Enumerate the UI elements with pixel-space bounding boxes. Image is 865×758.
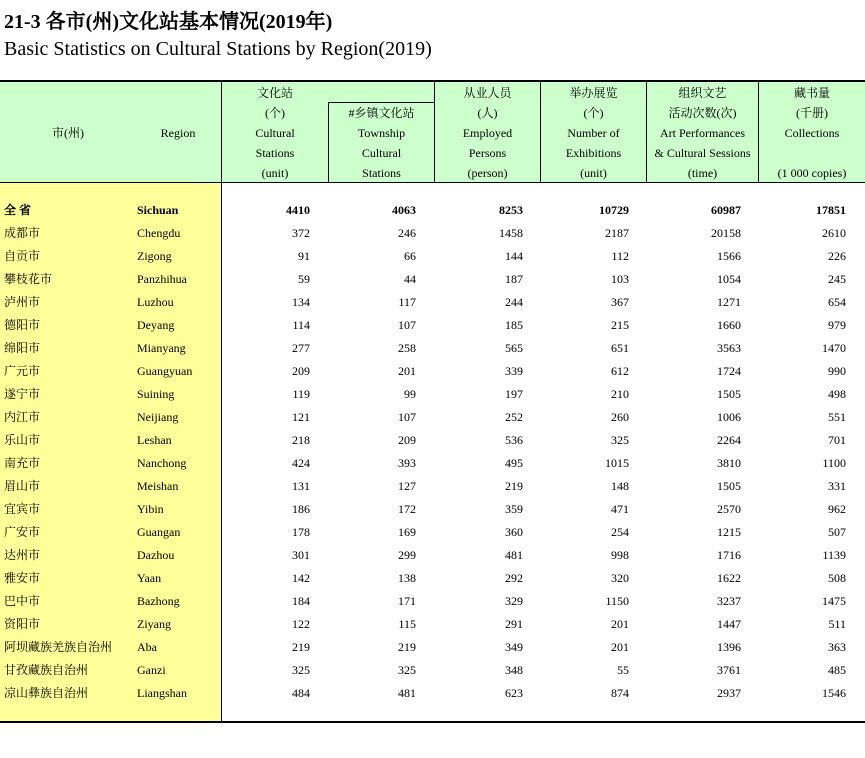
- table-cell-value: 260: [611, 410, 629, 424]
- table-row: [0, 613, 865, 636]
- region-name-en: Liangshan: [137, 686, 187, 700]
- table-cell-value: 1475: [822, 594, 846, 608]
- table-cell-value: 119: [292, 387, 310, 401]
- table-cell-value: 184: [292, 594, 310, 608]
- region-name-zh: 全 省: [4, 203, 32, 217]
- header-employed-persons: 从业人员 (人) Employed Persons (person): [462, 86, 513, 180]
- table-cell-value: 99: [404, 387, 416, 401]
- table-cell-value: 1716: [717, 548, 741, 562]
- table-row: [0, 682, 865, 705]
- table-top-rule: [0, 80, 865, 82]
- table-cell-value: 107: [398, 318, 416, 332]
- table-cell-value: 1660: [717, 318, 741, 332]
- header-region-en: Region: [160, 126, 196, 140]
- table-cell-value: 359: [505, 502, 523, 516]
- table-cell-value: 3563: [717, 341, 741, 355]
- table-cell-value: 258: [398, 341, 416, 355]
- table-cell-value: 329: [505, 594, 523, 608]
- table-cell-value: 979: [828, 318, 846, 332]
- table-cell-value: 1215: [717, 525, 741, 539]
- table-bottom-rule: [0, 721, 865, 723]
- table-cell-value: 1447: [717, 617, 741, 631]
- table-cell-value: 44: [404, 272, 416, 286]
- table-cell-value: 1470: [822, 341, 846, 355]
- table-cell-value: 3237: [717, 594, 741, 608]
- table-cell-value: 134: [292, 295, 310, 309]
- table-cell-value: 219: [398, 640, 416, 654]
- table-row: [0, 291, 865, 314]
- table-cell-value: 1006: [717, 410, 741, 424]
- table-cell-value: 349: [505, 640, 523, 654]
- table-cell-value: 471: [611, 502, 629, 516]
- table-cell-value: 215: [611, 318, 629, 332]
- region-name-zh: 泸州市: [4, 295, 41, 309]
- region-name-zh: 达州市: [4, 548, 41, 562]
- table-cell-value: 201: [611, 617, 629, 631]
- table-row: [0, 314, 865, 337]
- table-cell-value: 197: [505, 387, 523, 401]
- table-cell-value: 201: [611, 640, 629, 654]
- table-cell-value: 1150: [605, 594, 629, 608]
- table-cell-value: 325: [611, 433, 629, 447]
- table-cell-value: 4063: [392, 203, 416, 217]
- table-cell-value: 1724: [717, 364, 741, 378]
- region-name-en: Nanchong: [137, 456, 187, 470]
- table-cell-value: 874: [611, 686, 629, 700]
- table-row: [0, 521, 865, 544]
- region-name-en: Ganzi: [137, 663, 166, 677]
- table-cell-value: 1622: [717, 571, 741, 585]
- table-cell-value: 511: [828, 617, 846, 631]
- table-cell-value: 55: [617, 663, 629, 677]
- table-row: [0, 429, 865, 452]
- table-cell-value: 654: [828, 295, 846, 309]
- page-title-en: Basic Statistics on Cultural Stations by Region(2019): [4, 38, 432, 60]
- table-cell-value: 325: [292, 663, 310, 677]
- table-cell-value: 348: [505, 663, 523, 677]
- table-cell-value: 339: [505, 364, 523, 378]
- table-cell-value: 291: [505, 617, 523, 631]
- table-cell-value: 1139: [822, 548, 846, 562]
- region-name-en: Luzhou: [137, 295, 174, 309]
- region-name-zh: 南充市: [4, 456, 41, 470]
- table-cell-value: 998: [611, 548, 629, 562]
- table-row: [0, 475, 865, 498]
- region-name-zh: 乐山市: [4, 433, 41, 447]
- table-cell-value: 299: [398, 548, 416, 562]
- table-cell-value: 171: [398, 594, 416, 608]
- table-cell-value: 172: [398, 502, 416, 516]
- table-cell-value: 186: [292, 502, 310, 516]
- region-name-en: Dazhou: [137, 548, 175, 562]
- region-name-zh: 绵阳市: [4, 341, 41, 355]
- region-name-zh: 雅安市: [4, 571, 41, 585]
- table-row: [0, 360, 865, 383]
- header-cultural-stations: 文化站 (个) Cultural Stations (unit): [255, 86, 295, 180]
- table-cell-value: 1054: [717, 272, 741, 286]
- table-cell-value: 701: [828, 433, 846, 447]
- region-name-zh: 眉山市: [4, 479, 41, 493]
- table-cell-value: 551: [828, 410, 846, 424]
- header-collections: 藏书量 (千册) Collections (1 000 copies): [777, 86, 847, 180]
- table-cell-value: 1505: [717, 479, 741, 493]
- table-row: [0, 222, 865, 245]
- region-name-zh: 阿坝藏族羌族自治州: [4, 640, 113, 654]
- table-cell-value: 244: [505, 295, 523, 309]
- table-cell-value: 612: [611, 364, 629, 378]
- table-cell-value: 117: [398, 295, 416, 309]
- table-cell-value: 367: [611, 295, 629, 309]
- table-row: [0, 590, 865, 613]
- table-cell-value: 962: [828, 502, 846, 516]
- region-name-en: Aba: [137, 640, 157, 654]
- table-cell-value: 325: [398, 663, 416, 677]
- region-name-en: Guangan: [137, 525, 181, 539]
- table-cell-value: 131: [292, 479, 310, 493]
- header-exhibitions: 举办展览 (个) Number of Exhibitions (unit): [565, 86, 622, 180]
- table-cell-value: 127: [398, 479, 416, 493]
- region-name-zh: 攀枝花市: [4, 272, 53, 286]
- table-cell-value: 4410: [286, 203, 310, 217]
- region-name-zh: 凉山彝族自治州: [4, 686, 89, 700]
- table-cell-value: 508: [828, 571, 846, 585]
- region-name-en: Yaan: [137, 571, 162, 585]
- table-row: [0, 452, 865, 475]
- region-name-en: Ziyang: [137, 617, 171, 631]
- region-name-en: Leshan: [137, 433, 172, 447]
- region-name-zh: 遂宁市: [4, 387, 41, 401]
- table-row: [0, 199, 865, 222]
- table-cell-value: 495: [505, 456, 523, 470]
- region-name-en: Deyang: [137, 318, 175, 332]
- table-cell-value: 481: [505, 548, 523, 562]
- header-region-zh: 市(州): [52, 126, 84, 140]
- region-name-en: Bazhong: [137, 594, 180, 608]
- table-cell-value: 103: [611, 272, 629, 286]
- table-cell-value: 138: [398, 571, 416, 585]
- table-cell-value: 485: [828, 663, 846, 677]
- table-cell-value: 1566: [717, 249, 741, 263]
- table-cell-value: 60987: [711, 203, 741, 217]
- table-cell-value: 360: [505, 525, 523, 539]
- table-cell-value: 2570: [717, 502, 741, 516]
- table-cell-value: 20158: [711, 226, 741, 240]
- table-cell-value: 107: [398, 410, 416, 424]
- table-cell-value: 121: [292, 410, 310, 424]
- region-name-en: Mianyang: [137, 341, 186, 355]
- table-cell-value: 372: [292, 226, 310, 240]
- region-name-zh: 自贡市: [4, 249, 41, 263]
- table-cell-value: 3761: [717, 663, 741, 677]
- table-cell-value: 1396: [717, 640, 741, 654]
- table-cell-value: 209: [292, 364, 310, 378]
- table-cell-value: 112: [611, 249, 629, 263]
- table-cell-value: 1100: [822, 456, 846, 470]
- table-cell-value: 2187: [605, 226, 629, 240]
- table-row: [0, 544, 865, 567]
- table-cell-value: 2610: [822, 226, 846, 240]
- region-name-en: Panzhihua: [137, 272, 187, 286]
- table-cell-value: 210: [611, 387, 629, 401]
- table-cell-value: 2937: [717, 686, 741, 700]
- table-cell-value: 209: [398, 433, 416, 447]
- table-cell-value: 218: [292, 433, 310, 447]
- region-name-zh: 内江市: [4, 410, 41, 424]
- table-cell-value: 219: [505, 479, 523, 493]
- region-name-en: Suining: [137, 387, 175, 401]
- table-cell-value: 424: [292, 456, 310, 470]
- table-cell-value: 651: [611, 341, 629, 355]
- table-row: [0, 337, 865, 360]
- table-cell-value: 178: [292, 525, 310, 539]
- table-cell-value: 292: [505, 571, 523, 585]
- table-row: [0, 268, 865, 291]
- region-name-zh: 德阳市: [4, 318, 41, 332]
- table-row: [0, 245, 865, 268]
- table-cell-value: 1458: [499, 226, 523, 240]
- table-cell-value: 331: [828, 479, 846, 493]
- table-cell-value: 1505: [717, 387, 741, 401]
- table-cell-value: 254: [611, 525, 629, 539]
- table-cell-value: 277: [292, 341, 310, 355]
- table-cell-value: 320: [611, 571, 629, 585]
- region-name-zh: 资阳市: [4, 617, 41, 631]
- region-name-en: Neijiang: [137, 410, 179, 424]
- table-cell-value: 17851: [816, 203, 846, 217]
- table-cell-value: 507: [828, 525, 846, 539]
- table-cell-value: 59: [298, 272, 310, 286]
- table-row: [0, 406, 865, 429]
- region-name-zh: 甘孜藏族自治州: [4, 663, 89, 677]
- table-cell-value: 363: [828, 640, 846, 654]
- table-cell-value: 142: [292, 571, 310, 585]
- table-cell-value: 201: [398, 364, 416, 378]
- region-name-zh: 巴中市: [4, 594, 41, 608]
- table-cell-value: 252: [505, 410, 523, 424]
- table-cell-value: 169: [398, 525, 416, 539]
- header-township-stations: #乡镇文化站 Township Cultural Stations: [348, 106, 415, 180]
- table-cell-value: 10729: [599, 203, 629, 217]
- table-cell-value: 219: [292, 640, 310, 654]
- table-cell-value: 481: [398, 686, 416, 700]
- table-cell-value: 393: [398, 456, 416, 470]
- table-cell-value: 91: [298, 249, 310, 263]
- region-name-en: Yibin: [137, 502, 164, 516]
- table-cell-value: 185: [505, 318, 523, 332]
- table-cell-value: 245: [828, 272, 846, 286]
- table-cell-value: 623: [505, 686, 523, 700]
- table-cell-value: 498: [828, 387, 846, 401]
- region-name-zh: 广元市: [4, 364, 41, 378]
- region-name-zh: 宜宾市: [4, 502, 41, 516]
- table-cell-value: 114: [292, 318, 310, 332]
- table-row: [0, 498, 865, 521]
- region-name-zh: 广安市: [4, 525, 41, 539]
- table-cell-value: 148: [611, 479, 629, 493]
- table-cell-value: 115: [398, 617, 416, 631]
- header-art-performances: 组织文艺 活动次数(次) Art Performances & Cultural Sessions (time): [654, 86, 751, 180]
- table-row: [0, 567, 865, 590]
- table-cell-value: 990: [828, 364, 846, 378]
- table-cell-value: 122: [292, 617, 310, 631]
- table-cell-value: 484: [292, 686, 310, 700]
- table-cell-value: 1015: [605, 456, 629, 470]
- table-row: [0, 659, 865, 682]
- table-cell-value: 187: [505, 272, 523, 286]
- region-name-en: Meishan: [137, 479, 179, 493]
- region-name-en: Guangyuan: [137, 364, 193, 378]
- page-title-zh: 21-3 各市(州)文化站基本情况(2019年): [4, 11, 333, 33]
- table-cell-value: 301: [292, 548, 310, 562]
- table-row: [0, 383, 865, 406]
- table-cell-value: 1546: [822, 686, 846, 700]
- region-name-en: Zigong: [137, 249, 172, 263]
- table-cell-value: 226: [828, 249, 846, 263]
- table-cell-value: 246: [398, 226, 416, 240]
- table-cell-value: 1271: [717, 295, 741, 309]
- region-name-en: Sichuan: [137, 203, 179, 217]
- table-cell-value: 565: [505, 341, 523, 355]
- table-cell-value: 8253: [499, 203, 523, 217]
- region-name-zh: 成都市: [4, 226, 41, 240]
- table-row: [0, 636, 865, 659]
- table-cell-value: 66: [404, 249, 416, 263]
- table-cell-value: 3810: [717, 456, 741, 470]
- region-name-en: Chengdu: [137, 226, 181, 240]
- table-cell-value: 144: [505, 249, 523, 263]
- table-cell-value: 536: [505, 433, 523, 447]
- table-cell-value: 2264: [717, 433, 741, 447]
